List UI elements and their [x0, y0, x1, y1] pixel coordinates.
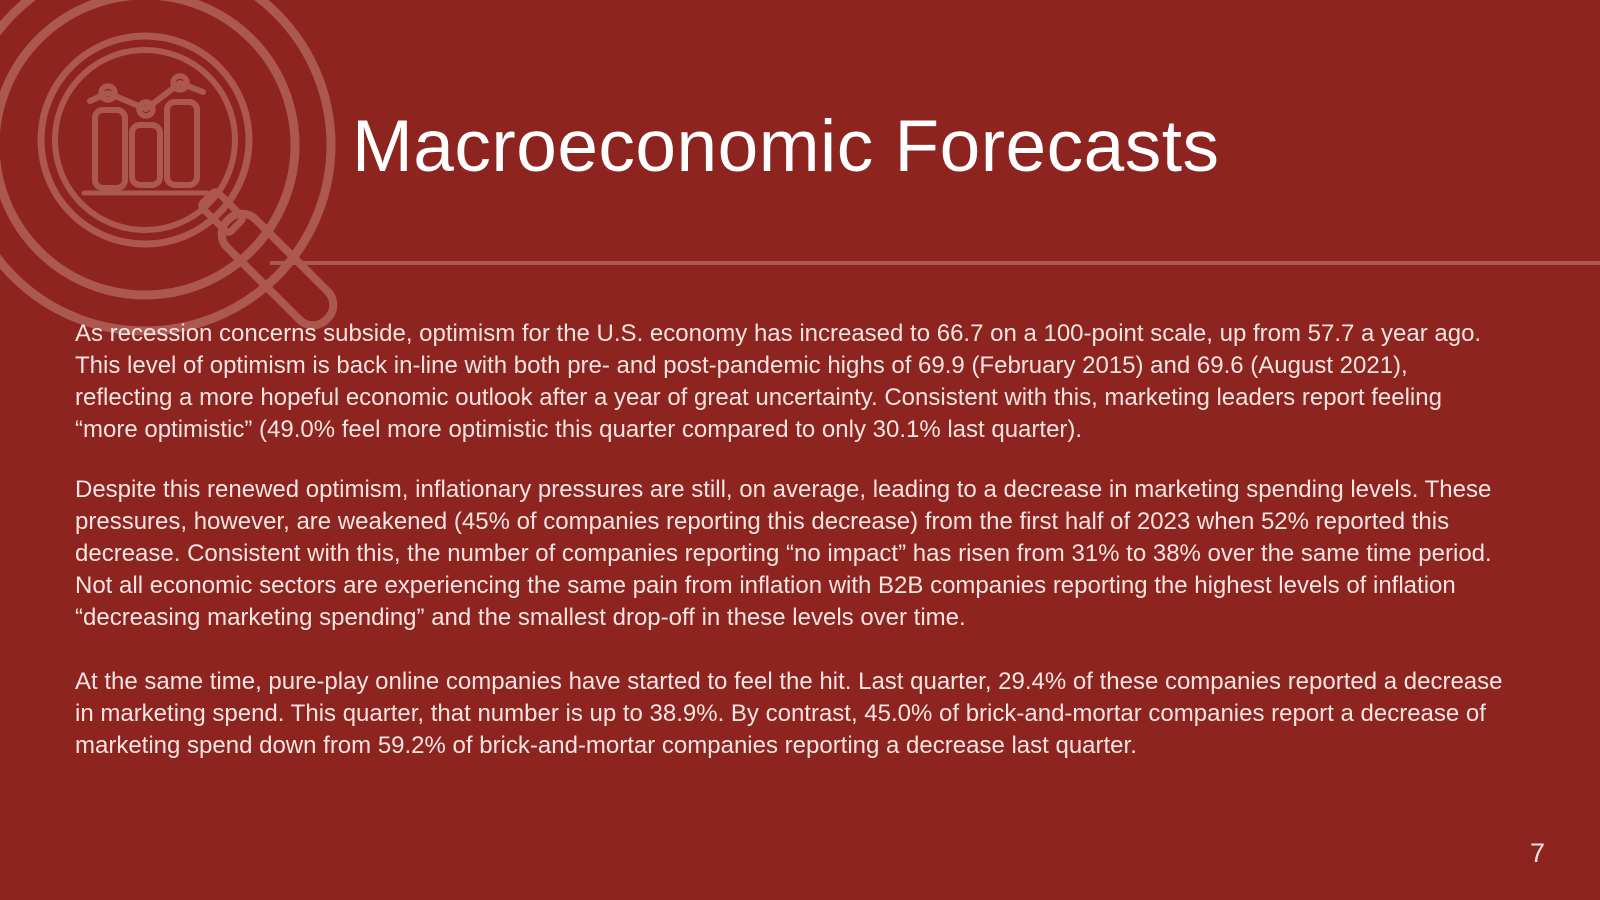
bar-left [95, 110, 125, 188]
paragraph-optimism: As recession concerns subside, optimism for the U.S. economy has increased to 66.7 on a 100-point scale, up from 57.7 a year ago. This level of optimism is back in-line with both pre- and post-pandemic highs of 69.9 (February 2015) and 69.6 (August 2021), reflecting a more hopeful economic outlook after a year of great uncertainty. Consistent with this, marketing leaders report feeling “more optimistic” (49.0% feel more optimistic this quarter compared to only 30.1% last quarter). [75, 320, 1482, 443]
paragraph-online-companies: At the same time, pure-play online companies have started to feel the hit. Last quarter, 29.4% of these companies reported a decrease in marketing spend. This quarter, that number is up to 38.9%. By contrast, 45.0% of brick-and-mortar companies report a decrease of marketing spend down from 59.2% of brick-and-mortar companies reporting a decrease last quarter. [75, 668, 1503, 759]
body-text-block [75, 318, 1507, 762]
slide-title: Macroeconomic Forecasts [352, 106, 1220, 187]
bar-right [167, 102, 197, 185]
paragraph-inflation: Despite this renewed optimism, inflationary pressures are still, on average, leading to a decrease in marketing spending levels. These pressures, however, are weakened (45% of companies reporting this decrease) from the first half of 2023 when 52% reported this decrease. Consistent with this, the number of companies reporting “no impact” has risen from 31% to 38% over the same time period. Not all economic sectors are experiencing the same pain from inflation with B2B companies reporting the highest levels of inflation “decreasing marketing spending” and the smallest drop-off in these levels over time. [75, 476, 1492, 631]
lens-bezel-inner [55, 50, 235, 230]
title-divider-line [270, 261, 1600, 265]
page-number: 7 [1529, 838, 1545, 868]
lens-bezel-outer [41, 36, 249, 244]
bar-middle [132, 125, 160, 185]
magnifier-bar-chart-icon [0, 0, 345, 345]
